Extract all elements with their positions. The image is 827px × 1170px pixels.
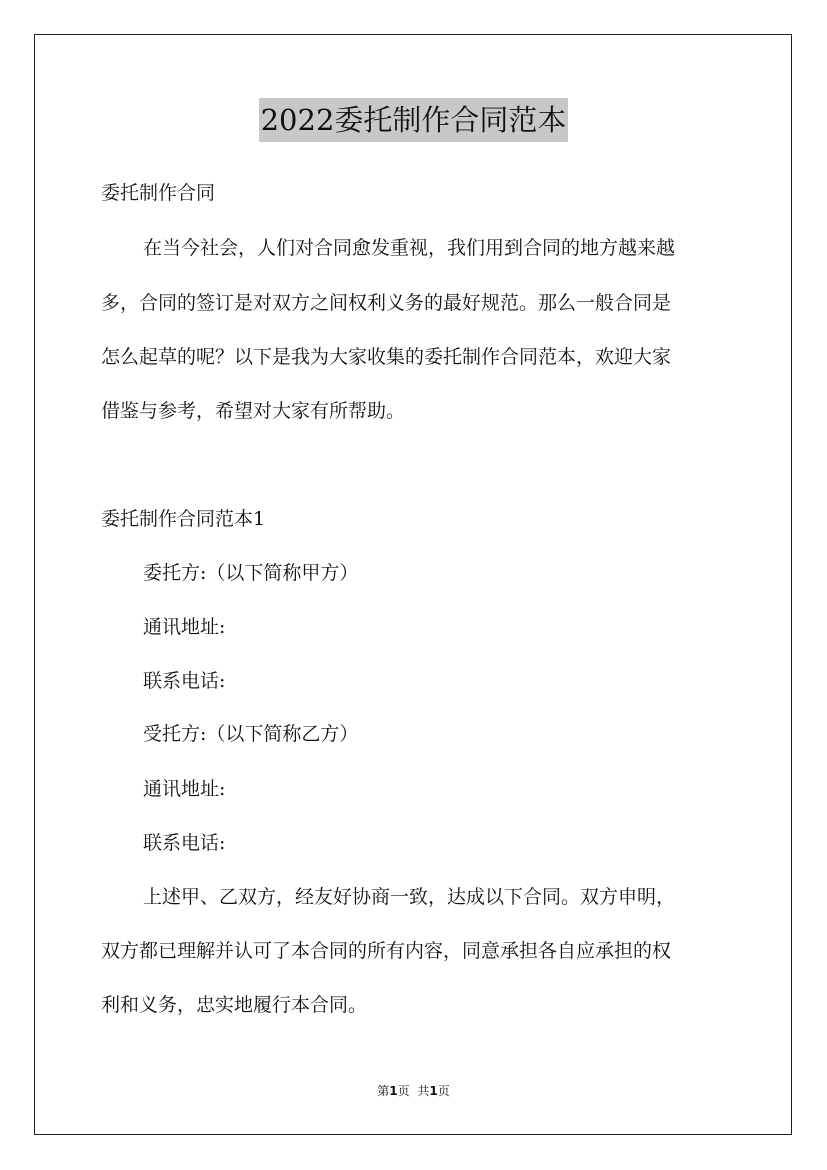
footer-page-suffix: 页: [397, 1084, 410, 1098]
footer-total-number: 1: [429, 1084, 438, 1098]
agreement-line-1: 上述甲、乙双方，经友好协商一致，达成以下合同。双方申明，: [143, 886, 676, 908]
intro-line-1: 在当今社会，人们对合同愈发重视，我们用到合同的地方越来越: [143, 237, 676, 259]
party-a-phone: 联系电话:: [143, 670, 226, 692]
footer-total-suffix: 页: [437, 1084, 450, 1098]
party-b-label: 受托方:（以下简称乙方）: [143, 723, 359, 745]
intro-line-3: 怎么起草的呢？以下是我为大家收集的委托制作合同范本，欢迎大家: [101, 346, 672, 368]
party-a-address: 通讯地址:: [143, 616, 226, 638]
document-title: 2022委托制作合同范本: [259, 98, 569, 142]
footer-total-prefix: 共: [417, 1084, 430, 1098]
footer-page-number: 1: [389, 1084, 398, 1098]
agreement-line-3: 利和义务，忠实地履行本合同。: [101, 994, 368, 1016]
subtitle: 委托制作合同: [101, 182, 216, 204]
page-footer: [0, 1083, 827, 1099]
section-heading: 委托制作合同范本1: [101, 508, 266, 530]
footer-page-prefix: 第: [377, 1084, 390, 1098]
party-a-label: 委托方:（以下简称甲方）: [143, 562, 359, 584]
intro-line-2: 多，合同的签订是对双方之间权利义务的最好规范。那么一般合同是: [101, 292, 672, 314]
title-container: [0, 98, 827, 142]
agreement-line-2: 双方都已理解并认可了本合同的所有内容，同意承担各自应承担的权: [101, 940, 672, 962]
party-b-address: 通讯地址:: [143, 778, 226, 800]
party-b-phone: 联系电话:: [143, 832, 226, 854]
intro-line-4: 借鉴与参考，希望对大家有所帮助。: [101, 400, 406, 422]
